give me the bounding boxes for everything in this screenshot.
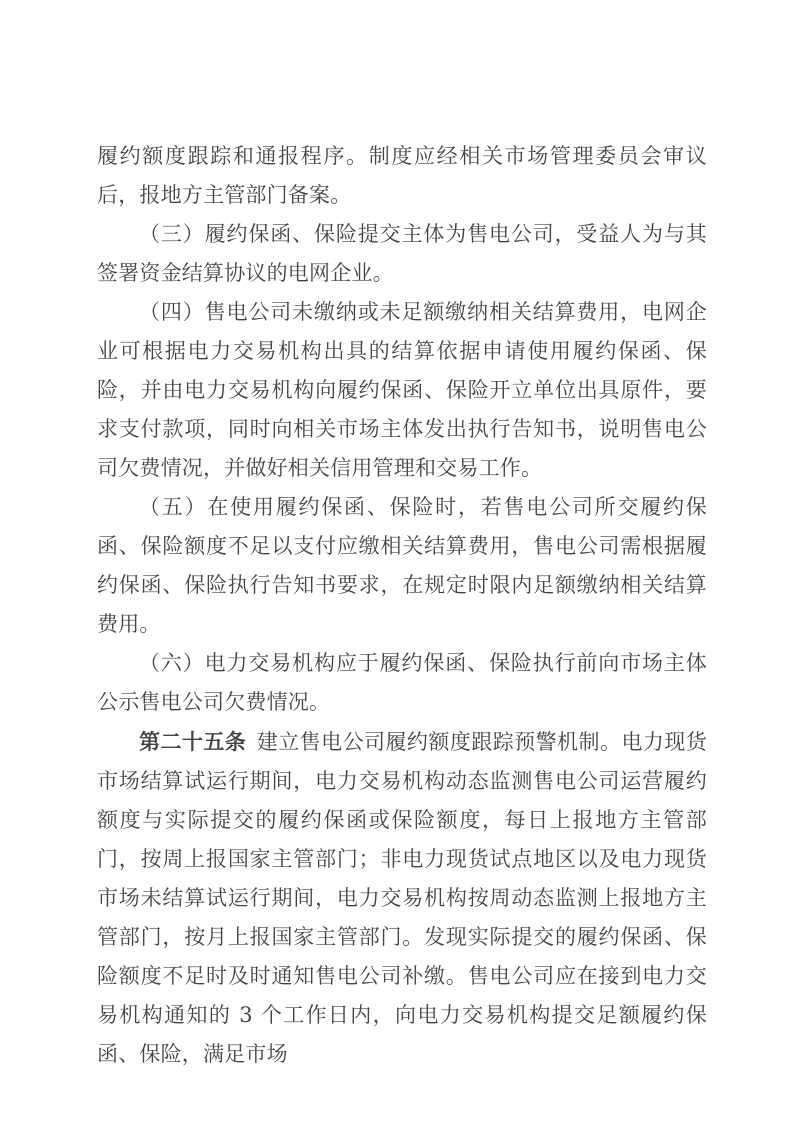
paragraph-item-4: （四）售电公司未缴纳或未足额缴纳相关结算费用，电网企业可根据电力交易机构出具的结算依据申请使用履约保函、保险，并由电力交易机构向履约保函、保险开立单位出具原件，要求支付款项，同时向相关市场主体发出执行告知书，说明售电公司欠费情况，并做好相关信用管理和交易工作。 [97,300,707,480]
paragraph-continuation: 履约额度跟踪和通报程序。制度应经相关市场管理委员会审议后，报地方主管部门备案。 [97,144,707,207]
paragraph-item-5: （五）在使用履约保函、保险时，若售电公司所交履约保函、保险额度不足以支付应缴相关结算费用，售电公司需根据履约保函、保险执行告知书要求，在规定时限内足额缴纳相关结算费用。 [97,495,707,636]
paragraph-article-25 [97,722,707,1074]
article-text: 建立售电公司履约额度跟踪预警机制。电力现货市场结算试运行期间，电力交易机构动态监测售电公司运营履约额度与实际提交的履约保函或保险额度，每日上报地方主管部门，按周上报国家主管部门；非电力现货试点地区以及电力现货市场未结算试运行期间，电力交易机构按周动态监测上报地方主管部门，按月上报国家主管部门。发现实际提交的履约保函、保险额度不足时及时通知售电公司补缴。售电公司应在接到电力交易机构通知的 3 个工作日内，向电力交易机构提交足额履约保函、保险，满足市场 [97,730,708,1066]
article-number: 第二十五条 [139,729,247,754]
paragraph-item-6: （六）电力交易机构应于履约保函、保险执行前向市场主体公示售电公司欠费情况。 [97,651,707,714]
document-body [97,137,707,1074]
paragraph-item-3: （三）履约保函、保险提交主体为售电公司，受益人为与其签署资金结算协议的电网企业。 [97,222,707,285]
